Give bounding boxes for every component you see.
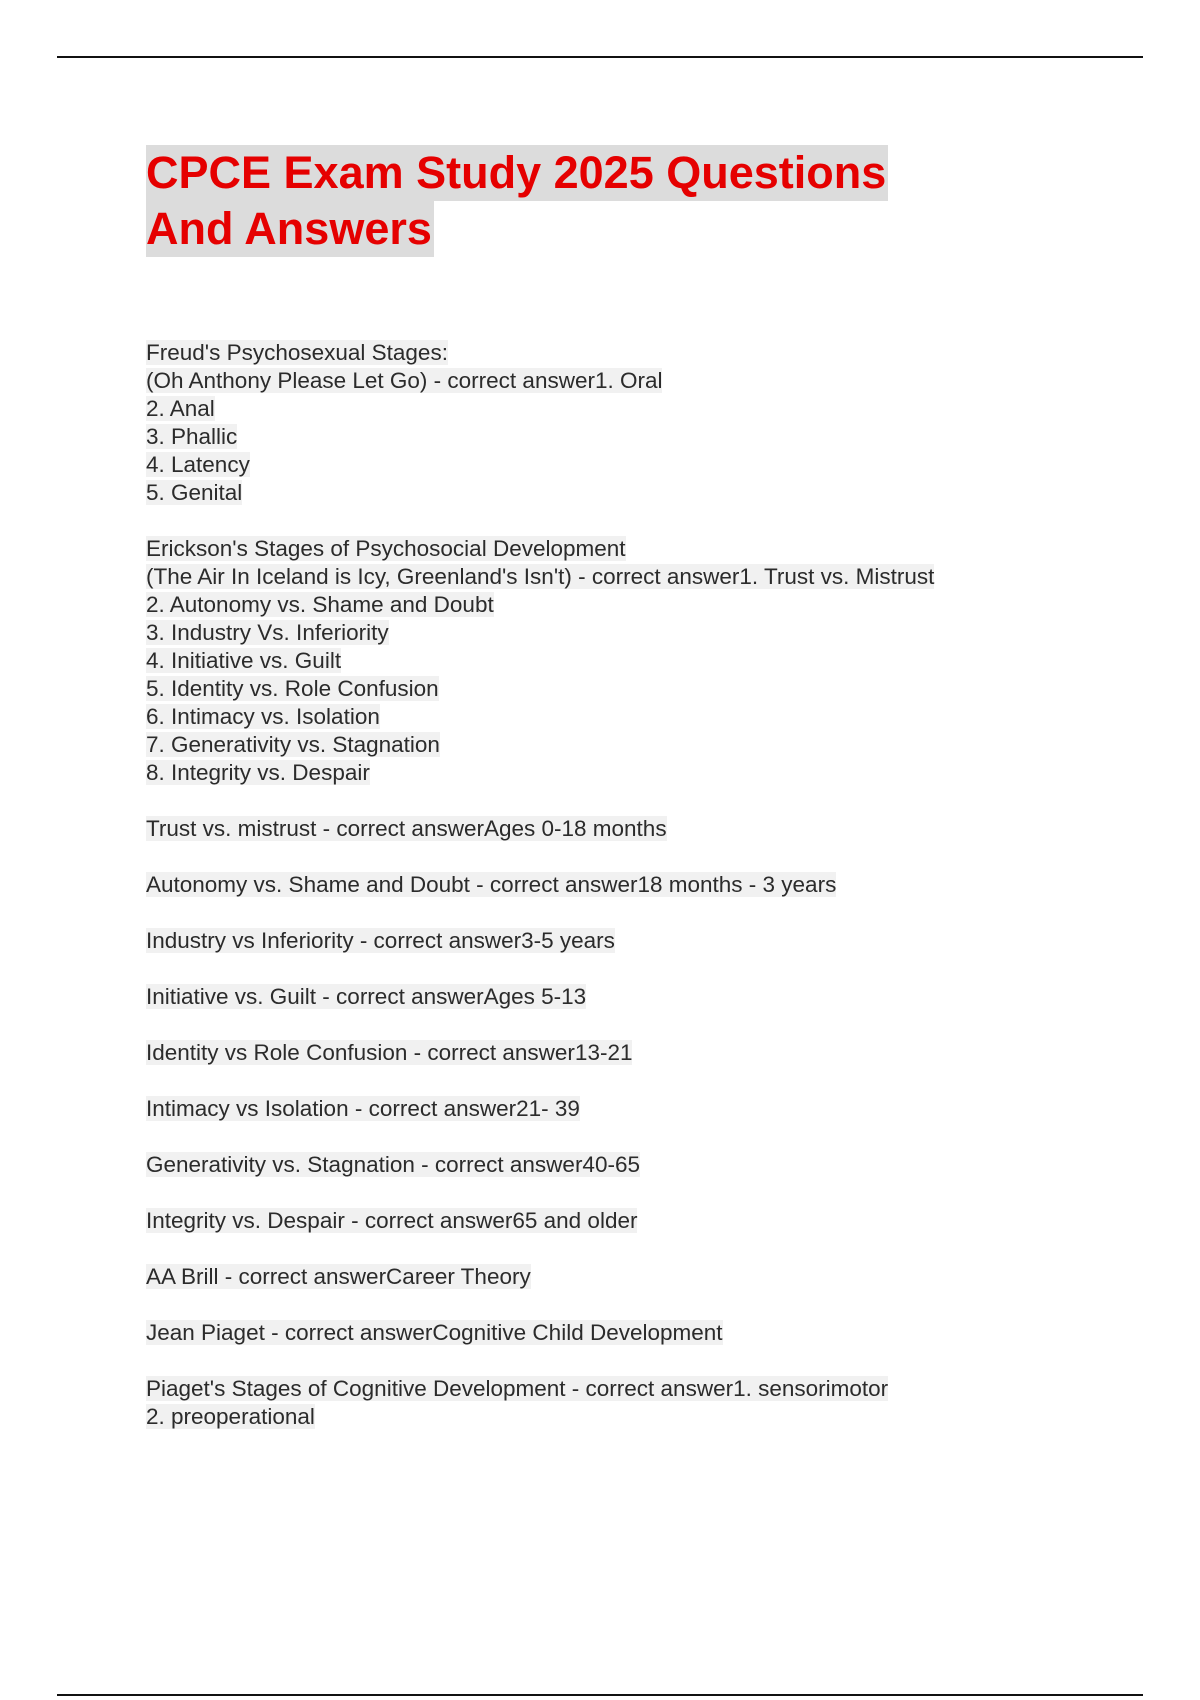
qa-line: Autonomy vs. Shame and Doubt - correct answer18 months - 3 years (146, 872, 837, 897)
qa-line: Integrity vs. Despair - correct answer65 and older (146, 1208, 638, 1233)
title-line-1: CPCE Exam Study 2025 Questions (146, 145, 888, 201)
qa-entry-identity (146, 1039, 1146, 1067)
qa-line: 5. Identity vs. Role Confusion (146, 676, 439, 701)
qa-entry-industry (146, 927, 1146, 955)
qa-line: 6. Intimacy vs. Isolation (146, 704, 380, 729)
qa-entry-trust (146, 815, 1146, 843)
qa-entry-autonomy (146, 871, 1146, 899)
qa-entry-erickson (146, 535, 1146, 787)
qa-entry-piaget-stages (146, 1375, 1146, 1431)
qa-line: Initiative vs. Guilt - correct answerAges 5-13 (146, 984, 587, 1009)
bottom-rule (57, 1694, 1143, 1696)
qa-line: 5. Genital (146, 480, 243, 505)
qa-line: AA Brill - correct answerCareer Theory (146, 1264, 531, 1289)
page-title (146, 145, 888, 257)
qa-entry-freud (146, 339, 1146, 507)
top-rule (57, 56, 1143, 58)
qa-line: Erickson's Stages of Psychosocial Development (146, 536, 626, 561)
qa-line: Industry vs Inferiority - correct answer3-5 years (146, 928, 615, 953)
title-line-2: And Answers (146, 201, 434, 257)
qa-line: 3. Industry Vs. Inferiority (146, 620, 389, 645)
qa-line: 4. Initiative vs. Guilt (146, 648, 342, 673)
qa-line: Jean Piaget - correct answerCognitive Child Development (146, 1320, 723, 1345)
qa-entry-integrity (146, 1207, 1146, 1235)
qa-line: Freud's Psychosexual Stages: (146, 340, 448, 365)
qa-line: 2. Anal (146, 396, 215, 421)
qa-line: Identity vs Role Confusion - correct answer13-21 (146, 1040, 633, 1065)
qa-line: 8. Integrity vs. Despair (146, 760, 370, 785)
qa-line: 2. Autonomy vs. Shame and Doubt (146, 592, 494, 617)
qa-line: Trust vs. mistrust - correct answerAges 0-18 months (146, 816, 667, 841)
qa-line: Intimacy vs Isolation - correct answer21- 39 (146, 1096, 580, 1121)
qa-line: (Oh Anthony Please Let Go) - correct answer1. Oral (146, 368, 663, 393)
qa-entry-brill (146, 1263, 1146, 1291)
qa-entry-intimacy (146, 1095, 1146, 1123)
qa-line: (The Air In Iceland is Icy, Greenland's Isn't) - correct answer1. Trust vs. Mistrust (146, 564, 935, 589)
qa-entry-piaget (146, 1319, 1146, 1347)
qa-list (146, 339, 1146, 1459)
qa-entry-generativity (146, 1151, 1146, 1179)
qa-line: Generativity vs. Stagnation - correct answer40-65 (146, 1152, 640, 1177)
qa-line: 3. Phallic (146, 424, 238, 449)
qa-line: 7. Generativity vs. Stagnation (146, 732, 440, 757)
qa-line: Piaget's Stages of Cognitive Development - correct answer1. sensorimotor (146, 1376, 889, 1401)
qa-entry-initiative (146, 983, 1146, 1011)
qa-line: 2. preoperational (146, 1404, 315, 1429)
qa-line: 4. Latency (146, 452, 250, 477)
